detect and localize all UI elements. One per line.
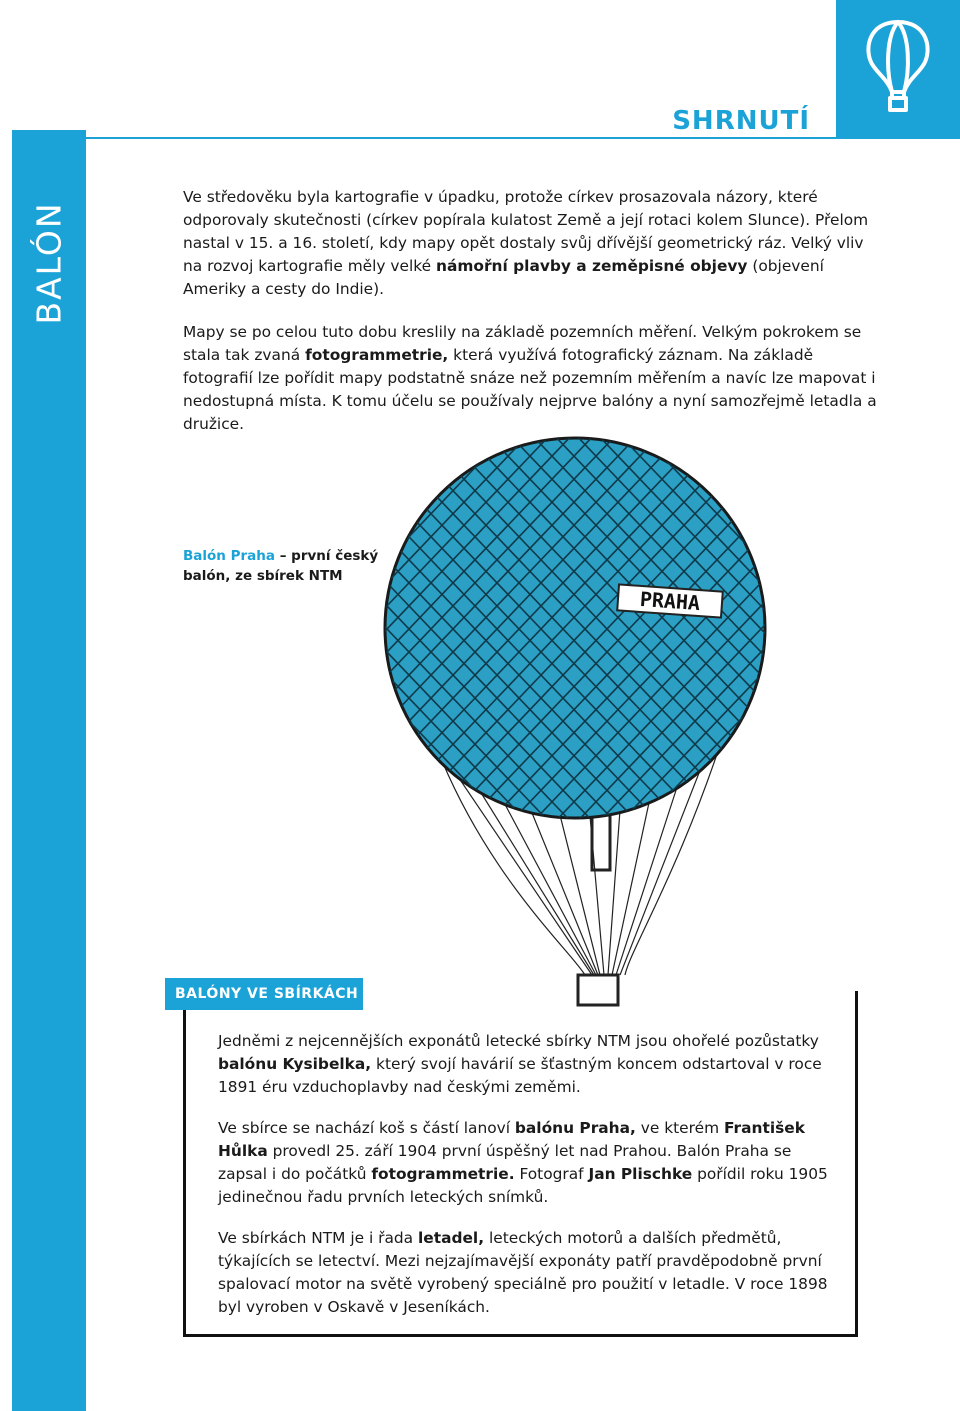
box-p2-b: ve kterém <box>635 1119 724 1137</box>
intro-p2-bold: fotogrammetrie, <box>305 346 449 364</box>
box-p2-bold-3: fotogrammetrie. <box>371 1165 515 1183</box>
collection-box-header: BALÓNY VE SBÍRKÁCH NTM <box>165 978 363 1010</box>
side-tab-label: BALÓN <box>29 201 69 325</box>
section-title: SHRNUTÍ <box>672 106 810 136</box>
box-p3-b: leteckých motorů a dalších předmětů, týkajících se letectví. Mezi nejzajímavější exponáty patří pravděpodobně první spalovací motor na světě vyrobený speciálně pro použití v letadle. V roce 1898 byl vyroben v Oskavě v Jeseníkách. <box>218 1229 828 1316</box>
box-p2-d: Fotograf <box>514 1165 589 1183</box>
box-p3-bold: letadel, <box>418 1229 485 1247</box>
intro-p1-text-b: (objevení Ameriky a cesty do Indie). <box>183 257 824 298</box>
intro-p2-text-a: Mapy se po celou tuto dobu kreslily na základě pozemních měření. Velkým pokrokem se stala tak zvaná <box>183 323 862 364</box>
box-paragraph-1 <box>218 1030 838 1099</box>
caption-accent: Balón Praha <box>183 548 275 564</box>
intro-p1-bold: námořní plavby a zeměpisné objevy <box>436 257 748 275</box>
balloon-envelope <box>385 438 765 818</box>
intro-paragraph-1 <box>183 186 883 301</box>
box-p2-c: provedl 25. září 1904 první úspěšný let nad Prahou. Balón Praha se zapsal i do počátků <box>218 1142 792 1183</box>
box-p1-bold: balónu Kysibelka, <box>218 1055 372 1073</box>
box-p2-bold-4: Jan Plischke <box>588 1165 693 1183</box>
box-paragraph-3 <box>218 1227 838 1319</box>
balloon-illustration <box>380 410 800 1010</box>
hot-air-balloon-icon <box>836 0 960 139</box>
box-p3-a: Ve sbírkách NTM je i řada <box>218 1229 419 1247</box>
box-p2-bold-1: balónu Praha, <box>514 1119 636 1137</box>
praha-sign-label: PRAHA <box>639 586 701 616</box>
box-paragraph-2 <box>218 1117 838 1209</box>
collection-box-body <box>218 1030 838 1337</box>
box-p2-e: pořídil roku 1905 jedinečnou řadu prvních leteckých snímků. <box>218 1165 828 1206</box>
header-icon-box <box>836 0 960 139</box>
figure-caption <box>183 546 413 586</box>
intro-p1-text-a: Ve středověku byla kartografie v úpadku, protože církev prosazovala názory, které odporovaly skutečnosti (církev popírala kulatost Země a její rotaci kolem Slunce). Přelom nastal v 15. a 16. století, kdy mapy opět dostaly svůj dřívější geometrický ráz. Velký vliv na rozvoj kartografie měly velké <box>183 188 869 275</box>
box-p2-a: Ve sbírce se nachází koš s částí lanoví <box>218 1119 515 1137</box>
intro-p2-text-b: která využívá fotografický záznam. Na základě fotografií lze pořídit mapy podstatně snáze než pozemním měřením a navíc lze mapovat i nedostupná místa. K tomu účelu se používaly nejprve balóny a nyní samozřejmě letadla a družice. <box>183 346 877 433</box>
box-p2-bold-2: František Hůlka <box>218 1119 805 1160</box>
header-rule <box>12 137 960 139</box>
box-p1-b: který svojí havárií se šťastným koncem odstartoval v roce 1891 éru vzduchoplavby nad českými zeměmi. <box>218 1055 822 1096</box>
caption-rest: – první český balón, ze sbírek NTM <box>183 548 379 584</box>
box-p1-a: Jedněmi z nejcennějších exponátů letecké sbírky NTM jsou ohořelé pozůstatky <box>218 1032 819 1050</box>
